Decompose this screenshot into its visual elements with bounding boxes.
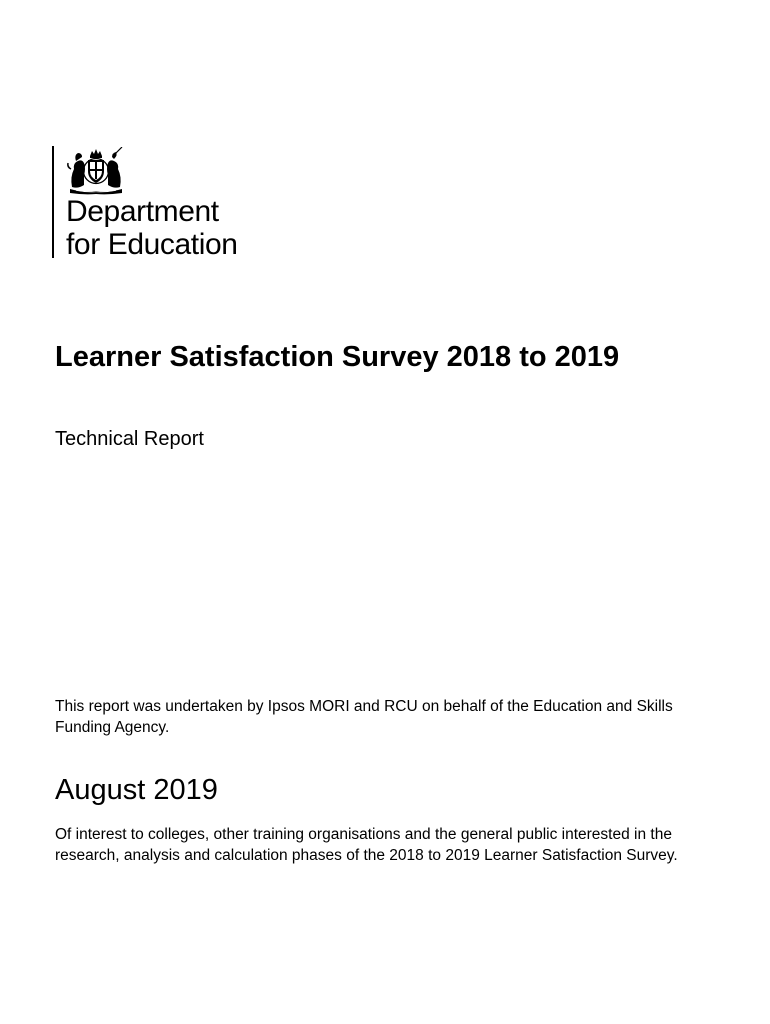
report-subtitle: Technical Report (55, 428, 204, 450)
audience-statement: Of interest to colleges, other training organisations and the general public interested in the research, analysis and calculation phases of the 2018 to 2019 Learner Satisfaction Survey. (55, 826, 678, 864)
royal-coat-of-arms-icon (64, 147, 128, 195)
publication-date: August 2019 (55, 774, 218, 806)
logo-divider (52, 146, 54, 258)
undertaken-statement: This report was undertaken by Ipsos MORI and RCU on behalf of the Education and Skills Funding Agency. (55, 698, 673, 736)
department-name-line2: for Education (66, 228, 238, 261)
department-logo (52, 146, 282, 262)
report-title: Learner Satisfaction Survey 2018 to 2019 (55, 341, 620, 373)
department-name (66, 195, 238, 261)
department-name-line1: Department (66, 195, 219, 228)
